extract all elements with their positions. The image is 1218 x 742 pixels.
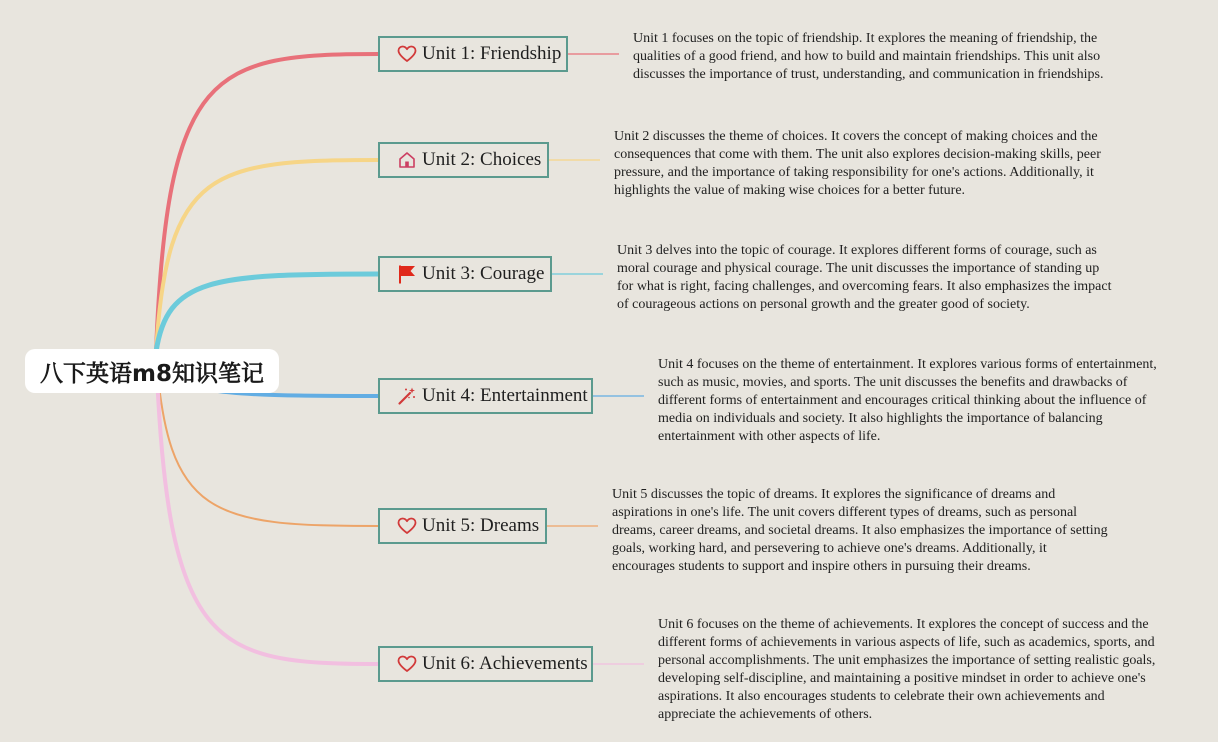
branch-line — [156, 274, 378, 352]
unit-5-note: Unit 5 discusses the topic of dreams. It explores the significance of dreams and aspirations in one's life. The unit covers different types of dreams, such as personal dreams, career dreams, and societal dreams. It also emphasizes the importance of setting goals, working hard, and persevering to achieve one's dreams. Additionally, it encourages students to support and inspire others in pursuing their dreams. — [612, 487, 1108, 574]
topic-label: Unit 4: Entertainment — [422, 385, 588, 406]
house-icon — [397, 150, 417, 170]
topic-unit-4[interactable] — [378, 378, 593, 414]
central-topic[interactable]: 八下英语m8知识笔记 — [25, 349, 279, 393]
unit-4-note: Unit 4 focuses on the theme of entertainment. It explores various forms of entertainment, such as music, movies, and sports. The unit discusses the benefits and drawbacks of different forms of entertainment and encourages critical thinking about the influence of media on individuals and society. It also highlights the importance of balancing entertainment with other aspects of life. — [658, 357, 1157, 444]
branch-line — [156, 352, 378, 664]
topic-label: Unit 1: Friendship — [422, 43, 562, 64]
branch-line — [156, 160, 378, 352]
heart-icon — [397, 654, 417, 674]
topic-label: Unit 2: Choices — [422, 149, 542, 170]
topic-label: Unit 3: Courage — [422, 263, 545, 284]
heart-icon — [397, 44, 417, 64]
magic-wand-icon — [397, 386, 417, 406]
topic-unit-2[interactable] — [378, 142, 549, 178]
topic-unit-3[interactable] — [378, 256, 552, 292]
topic-unit-5[interactable] — [378, 508, 547, 544]
heart-icon — [397, 516, 417, 536]
unit-3-note: Unit 3 delves into the topic of courage. It explores different forms of courage, such as moral courage and physical courage. The unit discusses the importance of standing up for what is right, facing challenges, and overcoming fears. It also emphasizes the impact of courageous actions on personal growth and the greater good of society. — [617, 243, 1112, 312]
unit-6-note: Unit 6 focuses on the theme of achievements. It explores the concept of success and the different forms of achievements in various aspects of life, such as academics, sports, and personal accomplishments. The unit emphasizes the importance of setting realistic goals, developing self-discipline, and maintaining a positive mindset in order to achieve one's aspirations. It also encourages students to celebrate their own achievements and appreciate the achievements of others. — [658, 617, 1156, 722]
unit-2-note: Unit 2 discusses the theme of choices. It covers the concept of making choices and the consequences that come with them. The unit also explores decision-making skills, peer pressure, and the importance of taking responsibility for one's actions. Additionally, it highlights the value of making wise choices for a better future. — [614, 129, 1101, 198]
topic-label: Unit 5: Dreams — [422, 515, 540, 536]
branch-line — [156, 54, 378, 352]
flag-icon — [397, 264, 417, 284]
topic-unit-1[interactable] — [378, 36, 568, 72]
unit-1-note: Unit 1 focuses on the topic of friendship. It explores the meaning of friendship, the qualities of a good friend, and how to build and maintain friendships. This unit also discusses the importance of trust, understanding, and communication in friendships. — [633, 31, 1104, 82]
topic-label: Unit 6: Achievements — [422, 653, 588, 674]
topic-unit-6[interactable] — [378, 646, 593, 682]
